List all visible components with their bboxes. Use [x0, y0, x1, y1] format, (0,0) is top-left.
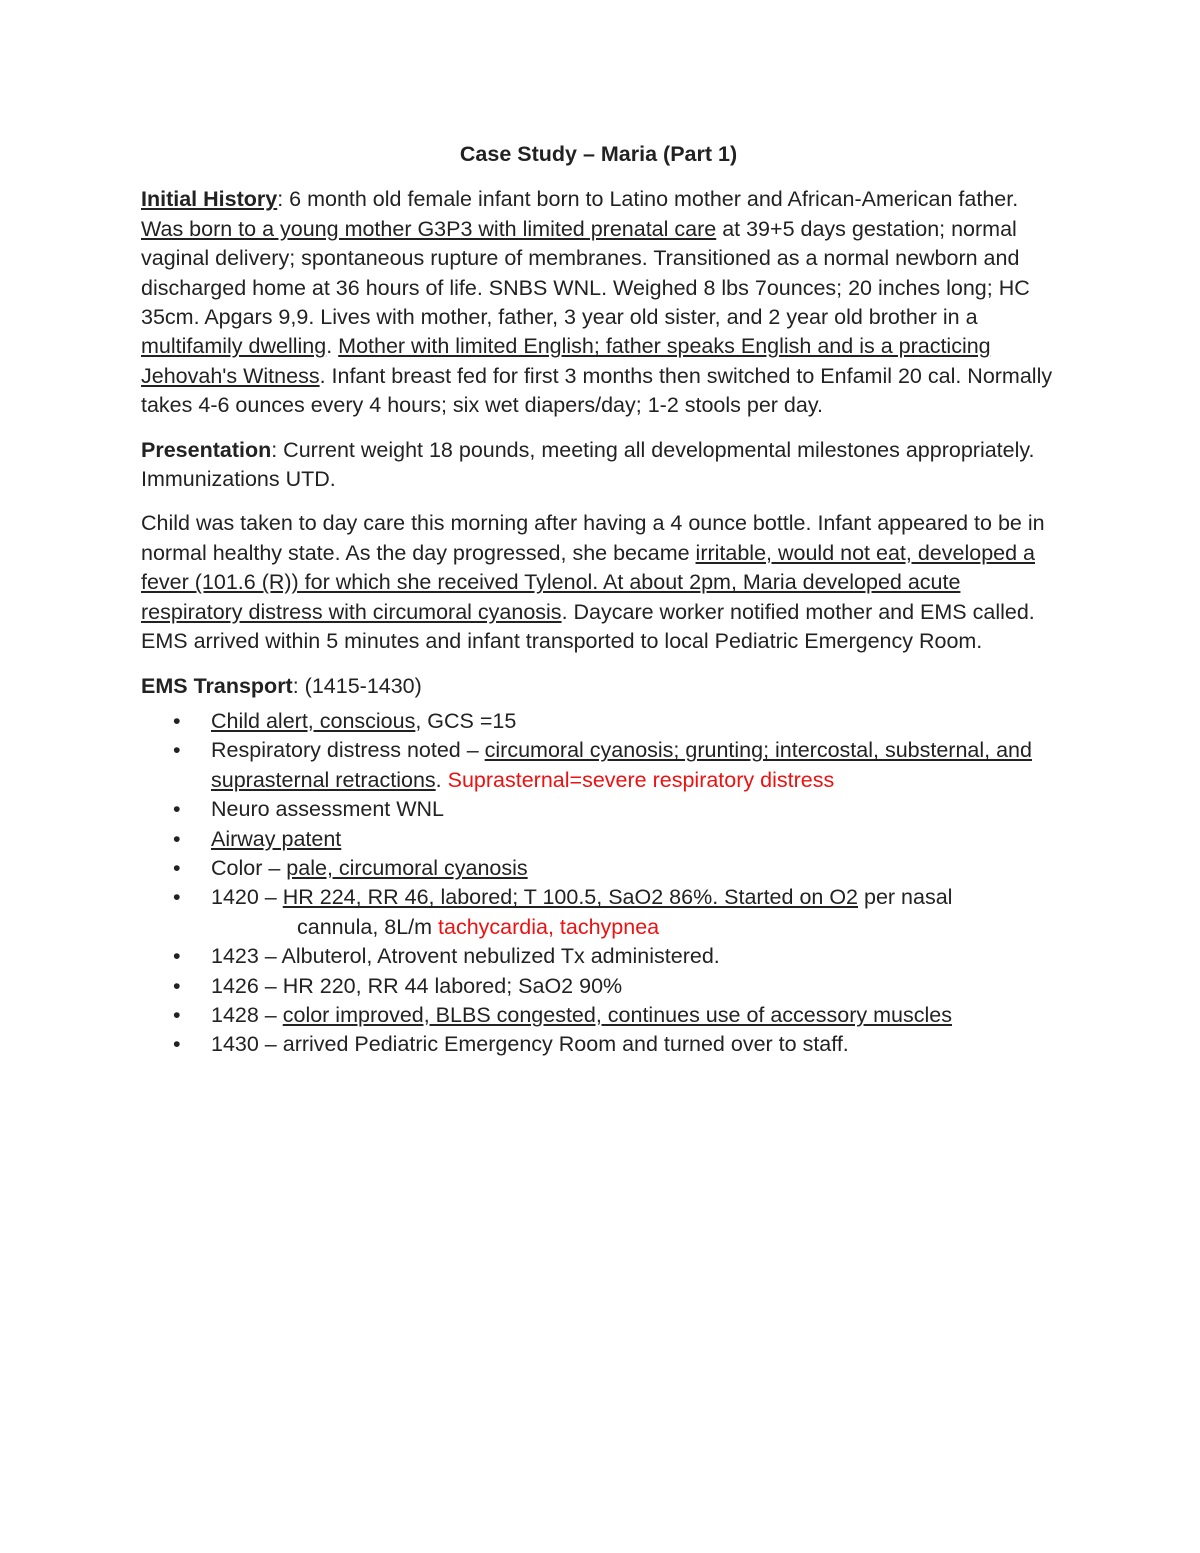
item-underline: pale, circumoral cyanosis [286, 855, 528, 880]
item-red-note: tachycardia, tachypnea [438, 914, 660, 939]
item-text: 1426 – HR 220, RR 44 labored; SaO2 90% [211, 973, 623, 998]
item-text: 1430 – arrived Pediatric Emergency Room and turned over to staff. [211, 1032, 849, 1057]
bullet-icon: • [173, 885, 181, 910]
document-content [141, 140, 1056, 1060]
item-text: Respiratory distress noted – [211, 738, 485, 763]
list-item [141, 972, 1056, 1001]
item-text: Neuro assessment WNL [211, 797, 444, 822]
daycare-text-1: Child was taken to day care this morning after having a 4 ounce bottle. Infant appeared to be in normal healthy state. As the day progressed, she became [141, 511, 1045, 565]
bullet-icon: • [173, 973, 181, 998]
item-line-2: cannula, 8L/m [297, 914, 439, 939]
list-item [141, 795, 1056, 824]
item-text: Color – [211, 855, 287, 880]
history-text-2: at 39+5 days gestation; normal vaginal delivery; spontaneous rupture of membranes. Transitioned as a normal newborn and discharged home at 36 hours of life. SNBS WNL. Weighed 8 lbs 7ounces; 20 inches long; HC 35cm. Apgars 9,9. Lives with mother, father, 3 year old sister, and 2 year old brother in a [141, 216, 1030, 330]
history-underline-1: Was born to a young mother G3P3 with limited prenatal care [141, 216, 717, 241]
history-underline-3: Mother with limited English; father speaks English and is a practicing Jehovah's Witness [141, 334, 991, 388]
presentation-label: Presentation [141, 437, 272, 462]
bullet-icon: • [173, 708, 181, 733]
list-item [141, 736, 1056, 795]
item-text-2: . [435, 767, 448, 792]
daycare-paragraph [141, 509, 1056, 656]
list-item [141, 883, 1056, 942]
bullet-icon: • [173, 944, 181, 969]
item-text: , GCS =15 [415, 708, 517, 733]
list-item [141, 1030, 1056, 1059]
item-underline: color improved, BLBS congested, continues use of accessory muscles [282, 1002, 952, 1027]
item-underline: HR 224, RR 46, labored; T 100.5, SaO2 86%. Started on O2 [282, 885, 859, 910]
presentation-text: : Current weight 18 pounds, meeting all developmental milestones appropriately. Immunizations UTD. [141, 437, 1035, 492]
item-text: 1428 – [211, 1002, 283, 1027]
list-item [141, 825, 1056, 854]
document-title: Case Study – Maria (Part 1) [459, 142, 738, 166]
item-underline: Airway patent [211, 826, 342, 851]
item-underline: circumoral cyanosis; grunting; intercostal, substernal, and suprasternal retractions [211, 738, 1032, 792]
daycare-text-2: . Daycare worker notified mother and EMS called. EMS arrived within 5 minutes and infant transported to local Pediatric Emergency Room. [141, 599, 1035, 654]
history-text-1: : 6 month old female infant born to Latino mother and African-American father. [277, 187, 1019, 212]
bullet-icon: • [173, 738, 181, 763]
bullet-icon: • [173, 1032, 181, 1057]
list-item [141, 707, 1056, 736]
list-item [141, 942, 1056, 971]
history-underline-2: multifamily dwelling [141, 334, 327, 359]
ems-heading [141, 672, 1056, 701]
list-item [141, 1001, 1056, 1030]
item-red-note: Suprasternal=severe respiratory distress [447, 767, 835, 792]
bullet-icon: • [173, 826, 181, 851]
bullet-icon: • [173, 797, 181, 822]
item-continuation [211, 913, 1056, 942]
item-text-2: per nasal [858, 885, 953, 910]
list-item [141, 854, 1056, 883]
presentation-paragraph [141, 436, 1056, 495]
history-text-4: . Infant breast fed for first 3 months then switched to Enfamil 20 cal. Normally takes 4-6 ounces every 4 hours; six wet diapers/day; 1-2 stools per day. [141, 363, 1053, 418]
item-text: 1423 – Albuterol, Atrovent nebulized Tx administered. [211, 944, 720, 969]
ems-time: : (1415-1430) [292, 673, 422, 698]
bullet-icon: • [173, 855, 181, 880]
initial-history-paragraph [141, 185, 1056, 420]
ems-label: EMS Transport [141, 673, 293, 698]
history-text-3: . [326, 334, 339, 359]
item-text: 1420 – [211, 885, 283, 910]
item-underline: Child alert, conscious [211, 708, 416, 733]
ems-list [141, 707, 1056, 1060]
initial-history-label: Initial History [141, 187, 278, 212]
bullet-icon: • [173, 1002, 181, 1027]
daycare-underline-1: irritable, would not eat, developed a fever (101.6 (R)) for which she received Tylenol. At about 2pm, Maria developed acute respiratory distress with circumoral cyanosis [141, 540, 1035, 624]
